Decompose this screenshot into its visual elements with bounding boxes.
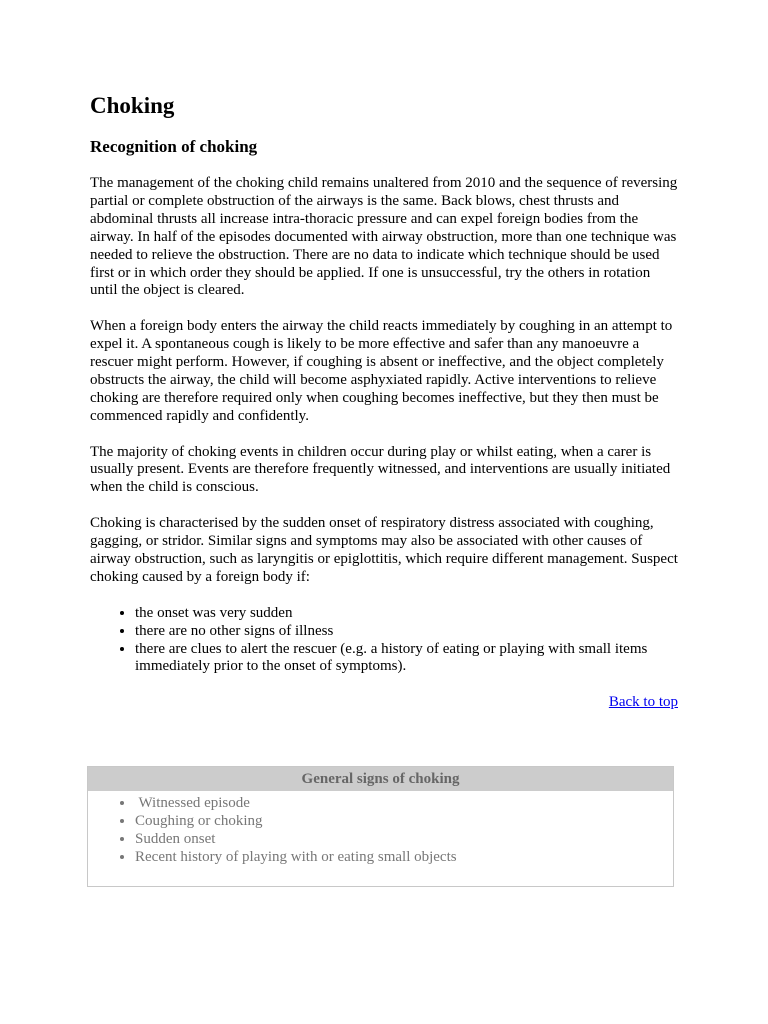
back-to-top-row bbox=[90, 694, 678, 712]
section-heading: Recognition of choking bbox=[90, 137, 258, 156]
list-item: • there are clues to alert the rescuer (e.g. a history of eating or playing with small items immediately prior to the onset of symptoms). bbox=[135, 641, 678, 677]
list-item: • the onset was very sudden bbox=[135, 605, 678, 623]
list-item: • Coughing or choking bbox=[135, 813, 673, 831]
paragraph-characterised: Choking is characterised by the sudden onset of respiratory distress associated with coughing, gagging, or stridor. Similar signs and symptoms may also be associated with other causes of airway obstruction, such as laryngitis or epiglottitis, which require different management. Suspect choking caused by a foreign body if: bbox=[90, 515, 678, 585]
paragraph-management: The management of the choking child remains unaltered from 2010 and the sequence of reversing partial or complete obstruction of the airways is the same. Back blows, chest thrusts and abdominal thrusts all increase intra-thoracic pressure and can expel foreign bodies from the airway. In half of the episodes documented with airway obstruction, more than one technique was needed to relieve the obstruction. There are no data to indicate which technique should be used first or in which order they should be applied. If one is unsuccessful, try the others in rotation until the object is cleared. bbox=[90, 175, 678, 299]
list-item: • there are no other signs of illness bbox=[135, 623, 678, 641]
general-signs-header: General signs of choking bbox=[88, 767, 673, 791]
list-item: • Sudden onset bbox=[135, 831, 673, 849]
list-item: • Witnessed episode bbox=[135, 795, 673, 813]
general-signs-box bbox=[87, 766, 674, 887]
general-signs-list bbox=[88, 795, 673, 867]
suspect-choking-list bbox=[90, 605, 678, 677]
paragraph-majority: The majority of choking events in children occur during play or whilst eating, when a carer is usually present. Events are therefore frequently witnessed, and interventions are usually initiated when the child is conscious. bbox=[90, 443, 671, 496]
document-body bbox=[90, 92, 678, 712]
list-item: • Recent history of playing with or eating small objects bbox=[135, 849, 673, 867]
page-title: Choking bbox=[90, 93, 175, 118]
paragraph-foreign-body: When a foreign body enters the airway the child reacts immediately by coughing in an attempt to expel it. A spontaneous cough is likely to be more effective and safer than any manoeuvre a rescuer might perform. However, if coughing is absent or ineffective, and the object completely obstructs the airway, the child will become asphyxiated rapidly. Active interventions to relieve choking are therefore required only when coughing becomes ineffective, but they then must be commenced rapidly and confidently. bbox=[90, 318, 673, 424]
back-to-top-link[interactable]: Back to top bbox=[608, 694, 678, 711]
